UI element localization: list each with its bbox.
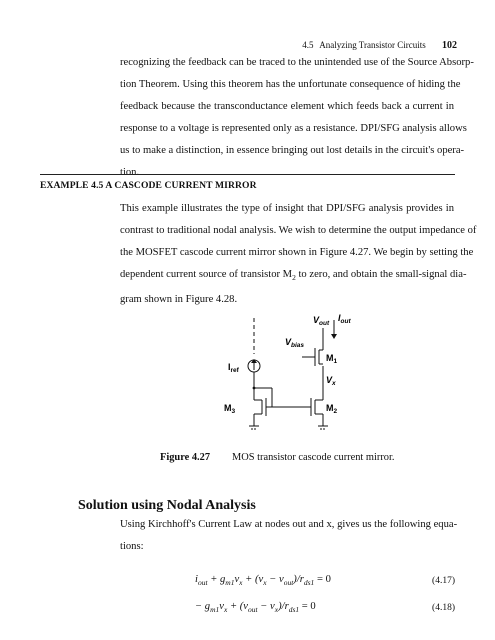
m1-label: $M_1$ [326, 353, 338, 365]
running-head-section: 4.5 [302, 40, 314, 50]
text-line: This example illustrates the type of insight that DPI/SFG analysis provides in [120, 203, 454, 214]
paragraph-example-intro [120, 198, 477, 311]
iref-label: $I_{ref}$ [228, 362, 239, 374]
text-fragment: to zero, and obtain the small-signal dia- [295, 269, 467, 280]
running-head-title: Analyzing Transistor Circuits [319, 40, 426, 50]
paragraph-feedback [120, 52, 474, 184]
example-heading: EXAMPLE 4.5 A CASCODE CURRENT MIRROR [40, 180, 257, 191]
text-line: response to a voltage is represented only as a resistance. DPI/SFG analysis allows [120, 123, 467, 134]
text-line: tions: [120, 541, 144, 552]
text-line: contrast to traditional nodal analysis. We wish to determine the output impedance of [120, 225, 477, 236]
paragraph-kcl [120, 514, 458, 558]
vx-label: $V_x$ [326, 375, 336, 387]
m3-label: $M_3$ [224, 403, 236, 415]
m2-label: $M_2$ [326, 403, 338, 415]
text-line [120, 264, 467, 289]
page-number: 102 [442, 40, 457, 51]
text-line: feedback because the transconductance element which feeds back a current in [120, 101, 454, 112]
text-line: the MOSFET cascode current mirror shown in Figure 4.27. We begin by setting the [120, 247, 474, 258]
text-line: tion. [120, 167, 140, 178]
vout-label: $V_{out}$ [313, 315, 330, 327]
running-head [302, 40, 457, 51]
equation-number: (4.17) [432, 576, 455, 586]
figure-caption-label: Figure 4.27 [160, 452, 211, 463]
figure-caption [160, 452, 395, 463]
iref-arrowhead-icon [251, 359, 257, 363]
example-top-rule [40, 174, 455, 175]
text-line: us to make a distinction, in essence bringing out lost details in the circuit's opera- [120, 145, 465, 156]
text-line: recognizing the feedback can be traced to the unintended use of the Source Absorp- [120, 57, 474, 68]
cascode-mirror-schematic [200, 308, 370, 448]
text-line: tion Theorem. Using this theorem has the unfortunate consequence of hiding the [120, 79, 461, 90]
equation-number: (4.18) [432, 603, 455, 613]
iout-arrowhead-icon [331, 334, 337, 339]
equation-4-18: − $g_{m1}v_x + (v_{out} - v_x)/r_{ds1} = 0$ [195, 601, 316, 615]
vbias-label: $V_{bias}$ [285, 337, 305, 349]
equation-4-17: $i_{out} + g_{m1}v_x + (v_x - v_{out})/r_{ds1} = 0$ [195, 574, 331, 588]
subscript: 2 [292, 273, 296, 283]
junction-dot [253, 387, 256, 390]
text-line: gram shown in Figure 4.28. [120, 294, 238, 306]
figure-caption-text: MOS transistor cascode current mirror. [232, 452, 395, 463]
section-heading: Solution using Nodal Analysis [78, 498, 256, 513]
iout-label: $I_{out}$ [338, 313, 351, 325]
text-fragment: dependent current source of transistor M [120, 269, 293, 280]
text-line: Using Kirchhoff's Current Law at nodes out and x, gives us the following equa- [120, 519, 458, 530]
